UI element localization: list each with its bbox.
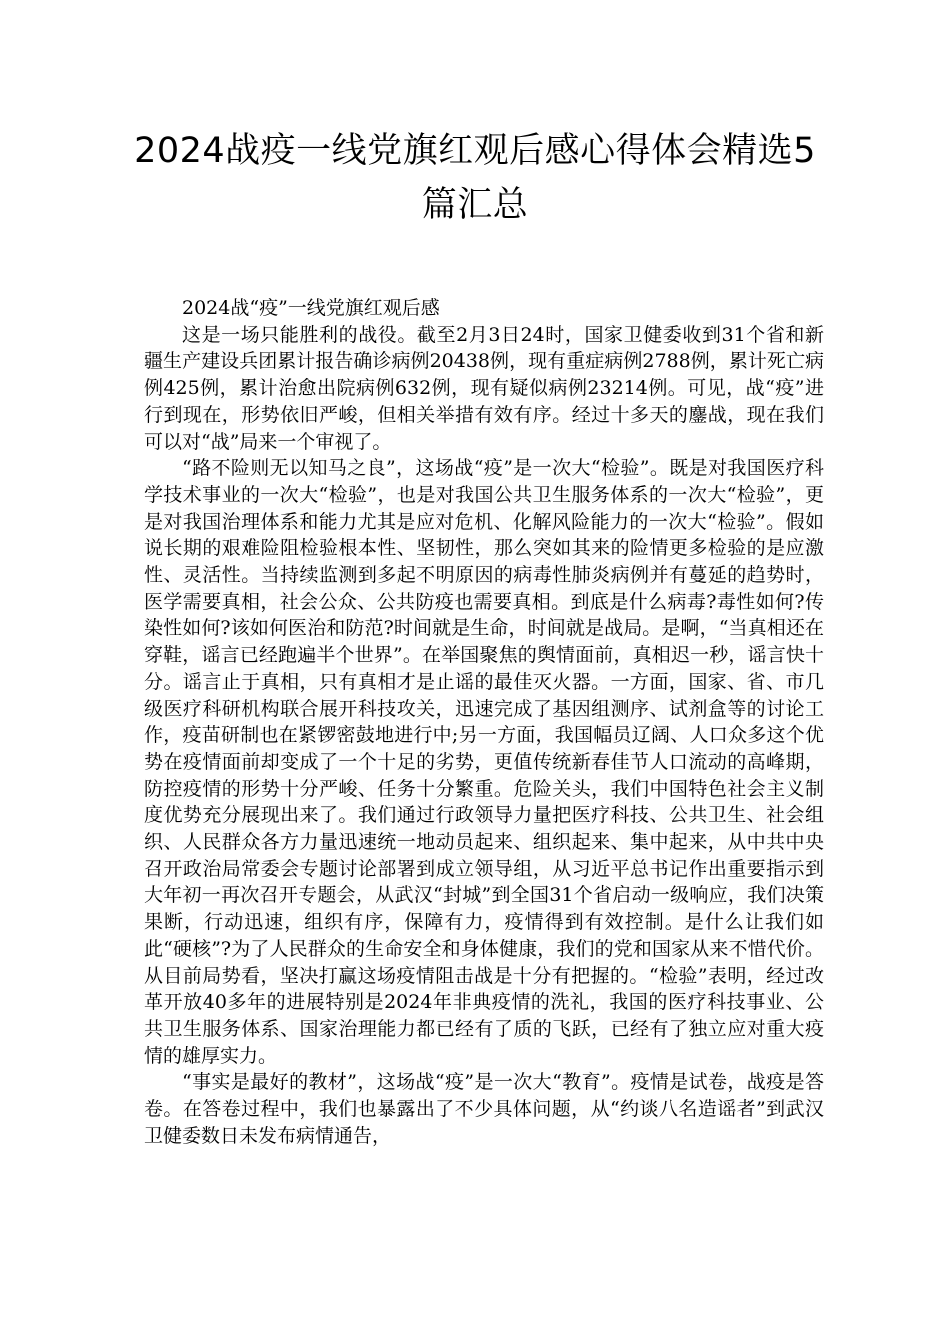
section-heading: 2024战“疫”一线党旗红观后感 xyxy=(182,297,440,319)
document-body xyxy=(144,295,824,1150)
paragraph: “事实是最好的教材”，这场战“疫”是一次大“教育”。疫情是试卷，战疫是答卷。在答卷过程中，我们也暴露出了不少具体问题，从“约谈八名造谣者”到武汉卫健委数日未发布病情通告， xyxy=(144,1071,824,1147)
paragraph: “路不险则无以知马之良”，这场战“疫”是一次大“检验”。既是对我国医疗科学技术事业的一次大“检验”，也是对我国公共卫生服务体系的一次大“检验”，更是对我国治理体系和能力尤其是应对危机、化解风险能力的一次大“检验”。假如说长期的艰难险阻检验根本性、坚韧性，那么突如其来的险情更多检验的是应激性、灵活性。当持续监测到多起不明原因的病毒性肺炎病例并有蔓延的趋势时，医学需要真相，社会公众、公共防疫也需要真相。到底是什么病毒?毒性如何?传染性如何?该如何医治和防范?时间就是生命，时间就是战局。是啊，“当真相还在穿鞋，谣言已经跑遍半个世界”。在举国聚焦的舆情面前，真相迟一秒，谣言快十分。谣言止于真相，只有真相才是止谣的最佳灭火器。一方面，国家、省、市几级医疗科研机构联合展开科技攻关，迅速完成了基因组测序、试剂盒等的讨论工作，疫苗研制也在紧锣密鼓地进行中;另一方面，我国幅员辽阔、人口众多这个优势在疫情面前却变成了一个十足的劣势，更值传统新春佳节人口流动的高峰期，防控疫情的形势十分严峻、任务十分繁重。危险关头，我们中国特色社会主义制度优势充分展现出来了。我们通过行政领导力量把医疗科技、公共卫生、社会组织、人民群众各方力量迅速统一地动员起来、组织起来、集中起来，从中共中央召开政治局常委会专题讨论部署到成立领导组，从习近平总书记作出重要指示到大年初一再次召开专题会，从武汉“封城”到全国31个省启动一级响应，我们决策果断，行动迅速，组织有序，保障有力，疫情得到有效控制。是什么让我们如此“硬核”?为了人民群众的生命安全和身体健康，我们的党和国家从来不惜代价。从目前局势看，坚决打赢这场疫情阻击战是十分有把握的。“检验”表明，经过改革开放40多年的进展特别是2024年非典疫情的洗礼，我国的医疗科技事业、公共卫生服务体系、国家治理能力都已经有了质的飞跃，已经有了独立应对重大疫情的雄厚实力。 xyxy=(144,457,824,1067)
document-title: 2024战疫一线党旗红观后感心得体会精选5篇汇总 xyxy=(134,131,816,225)
paragraph: 这是一场只能胜利的战役。截至2月3日24时，国家卫健委收到31个省和新疆生产建设兵团累计报告确诊病例20438例，现有重症病例2788例，累计死亡病例425例，累计治愈出院病例632例，现有疑似病例23214例。可见，战“疫”进行到现在，形势依旧严峻，但相关举措有效有序。经过十多天的鏖战，现在我们可以对“战”局来一个审视了。 xyxy=(144,323,824,453)
